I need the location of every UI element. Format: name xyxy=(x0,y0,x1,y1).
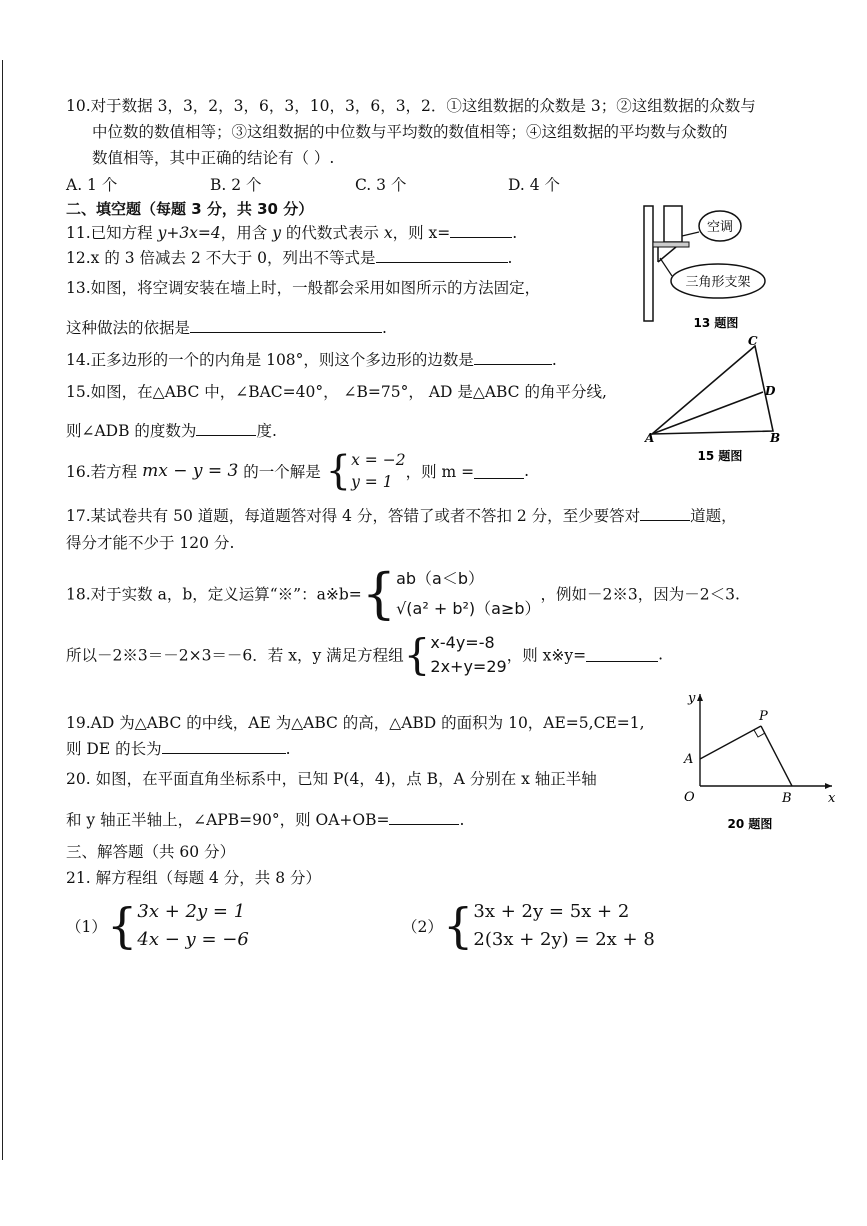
q20-end: . xyxy=(459,811,465,829)
q19-text: 则 DE 的长为 xyxy=(66,740,162,758)
q16-equation: mx − y = 3 xyxy=(142,461,239,481)
q19-end: . xyxy=(285,740,291,758)
q16-mid: 的一个解是 xyxy=(238,463,326,481)
q21-part1 xyxy=(66,898,249,954)
q10-option-b: B. 2 个 xyxy=(210,176,262,194)
q16-answer-blank[interactable] xyxy=(474,464,524,479)
section3-title: 三、解答题（共 60 分） xyxy=(66,843,236,861)
q21-part1-brace: { xyxy=(106,898,138,954)
q18-line2 xyxy=(66,630,663,679)
q13-answer-blank[interactable] xyxy=(190,318,382,333)
q15-end: 度. xyxy=(256,422,277,440)
q15-answer-blank[interactable] xyxy=(196,421,256,436)
q18-answer-blank[interactable] xyxy=(586,647,658,662)
q17-answer-blank[interactable] xyxy=(640,506,690,521)
figure-13 xyxy=(636,198,776,338)
q21-part1-system xyxy=(137,898,248,954)
q10-option-d: D. 4 个 xyxy=(508,176,561,194)
q18-system-brace: { xyxy=(403,630,431,679)
q16-system xyxy=(351,449,405,493)
q11 xyxy=(66,221,517,243)
q18-cases xyxy=(396,564,540,624)
q16-suffix: ，则 m = xyxy=(405,463,475,481)
q21-title: 21. 解方程组（每题 4 分，共 8 分） xyxy=(66,869,322,887)
q14-end: . xyxy=(551,351,557,369)
q10-line1: 10.对于数据 3，3，2，3，6，3，10，3，6，3，2．①这组数据的众数是 3；②这组数据的众数与 xyxy=(66,97,756,115)
q14-text: 14.正多边形的一个的内角是 108°，则这个多边形的边数是 xyxy=(66,351,474,369)
q18-system xyxy=(430,631,506,679)
q16-end: . xyxy=(524,462,530,480)
figure-13-caption: 13 题图 xyxy=(693,316,739,330)
point-c-label: C xyxy=(748,334,758,348)
q10-option-c: C. 3 个 xyxy=(355,176,407,194)
q18-line2-prefix: 所以－2※3＝－2×3＝－6．若 x，y 满足方程组 xyxy=(66,646,404,665)
ac-callout-pointer xyxy=(682,232,699,236)
point-p-label: P xyxy=(759,709,768,724)
q21-part2 xyxy=(402,898,655,954)
q20-answer-blank[interactable] xyxy=(389,810,459,825)
q13-end: . xyxy=(382,319,387,337)
figure-15-caption: 15 题图 xyxy=(697,449,743,463)
q21-part1-label: （1） xyxy=(66,918,107,936)
q21-part2-row2: 2(3x + 2y) = 2x + 8 xyxy=(473,929,655,950)
q11-expr: y+3x=4 xyxy=(157,224,221,242)
segment-ad xyxy=(652,392,763,434)
q20-line2 xyxy=(66,808,464,830)
q20-line1: 20. 如图，在平面直角坐标系中，已知 P(4，4)，点 B，A 分别在 x 轴正半轴 xyxy=(66,770,597,788)
q21-part2-brace: { xyxy=(442,898,474,954)
point-a-label: A xyxy=(645,431,655,445)
q21-part1-row1: 3x + 2y = 1 xyxy=(137,901,246,922)
ac-callout-label: 空调 xyxy=(706,220,734,235)
q12-text: 12.x 的 3 倍减去 2 不大于 0，列出不等式是 xyxy=(66,249,376,267)
q13-line1: 13.如图，将空调安装在墙上时，一般都会采用如图所示的方法固定， xyxy=(66,279,541,297)
section2-title: 二、填空题（每题 3 分，共 30 分） xyxy=(66,200,314,218)
segment-pb xyxy=(761,726,792,786)
q11-text-a: 11.已知方程 xyxy=(66,224,158,242)
q16 xyxy=(66,448,529,494)
q15-line2 xyxy=(66,419,277,441)
q21-part2-label: （2） xyxy=(402,918,443,936)
q12 xyxy=(66,246,512,268)
q16-system-row2: y = 1 xyxy=(351,473,393,491)
q16-brace: { xyxy=(325,448,352,494)
point-b-label: B xyxy=(782,791,792,806)
q11-text-b: ，用含 xyxy=(220,224,273,242)
bracket-callout-label: 三角形支架 xyxy=(685,275,751,290)
q10-line2: 中位数的数值相等；③这组数据的中位数与平均数的数值相等；④这组数据的平均数与众数的 xyxy=(92,123,728,141)
q16-system-row1: x = −2 xyxy=(351,451,406,469)
q13-text: 这种做法的依据是 xyxy=(66,319,191,337)
air-conditioner-unit xyxy=(664,206,682,242)
q14 xyxy=(66,348,557,370)
q11-text-d: ，则 x= xyxy=(392,224,451,242)
q15-text: 则∠ADB 的度数为 xyxy=(66,422,197,440)
q11-answer-blank[interactable] xyxy=(450,223,512,238)
q18-end: . xyxy=(658,645,664,664)
q12-answer-blank[interactable] xyxy=(376,248,508,263)
q18-suffix: ，例如－2※3，因为－2＜3. xyxy=(540,585,740,604)
q11-end: . xyxy=(512,224,518,242)
q12-end: . xyxy=(507,249,513,267)
x-axis-arrow xyxy=(825,783,832,789)
segment-ap xyxy=(700,726,761,759)
point-a-label: A xyxy=(684,752,694,767)
figure-20-caption: 20 题图 xyxy=(727,817,773,831)
wall xyxy=(644,206,653,321)
q18-system-row1: x-4y=-8 xyxy=(430,632,495,652)
figure-15 xyxy=(640,334,790,466)
q19-answer-blank[interactable] xyxy=(162,739,286,754)
q18-brace: { xyxy=(361,562,397,625)
q21-part2-system xyxy=(473,898,654,954)
q18-case1: ab（a＜b） xyxy=(396,568,485,588)
origin-label: O xyxy=(684,790,695,805)
q20-text: 和 y 轴正半轴上，∠APB=90°，则 OA+OB= xyxy=(66,811,390,829)
q18-line1 xyxy=(66,562,740,625)
q16-prefix: 16.若方程 xyxy=(66,463,143,481)
point-d-label: D xyxy=(765,384,776,398)
y-axis-label: y xyxy=(688,691,696,706)
q11-var: y xyxy=(272,224,281,242)
q18-case2: √(a² + b²)（a≥b） xyxy=(396,598,541,618)
q19-line2 xyxy=(66,737,291,759)
triangle-abc xyxy=(652,346,773,434)
q18-system-row2: 2x+y=29 xyxy=(430,656,507,676)
q10-option-a: A. 1 个 xyxy=(66,176,118,194)
q10-line3: 数值相等，其中正确的结论有（ ）. xyxy=(92,149,335,167)
figure-20 xyxy=(672,686,842,836)
q17-text: 17.某试卷共有 50 道题，每道题答对得 4 分，答错了或者不答扣 2 分，至少要答对 xyxy=(66,507,641,525)
q14-answer-blank[interactable] xyxy=(474,350,552,365)
q19-line1: 19.AD 为△ABC 的中线，AE 为△ABC 的高，△ABD 的面积为 10，AE=5,CE=1, xyxy=(66,714,645,732)
x-axis-label: x xyxy=(828,791,836,806)
q18-line2-suffix: ，则 x※y= xyxy=(506,646,587,665)
q13-line2 xyxy=(66,316,387,338)
q17-line2: 得分才能不少于 120 分. xyxy=(66,534,235,552)
q21-part2-row1: 3x + 2y = 5x + 2 xyxy=(473,901,630,922)
q18-prefix: 18.对于实数 a，b，定义运算“※”：a※b= xyxy=(66,585,362,604)
q11-var2: x xyxy=(383,224,393,242)
q15-line1: 15.如图，在△ABC 中，∠BAC=40°， ∠B=75°， AD 是△ABC 的角平分线, xyxy=(66,383,607,401)
point-b-label: B xyxy=(770,431,781,445)
q21-part1-row2: 4x − y = −6 xyxy=(137,929,249,950)
page-margin-line xyxy=(2,60,3,1160)
y-axis-arrow xyxy=(697,694,703,701)
q11-text-c: 的代数式表示 xyxy=(280,224,384,242)
shelf xyxy=(653,242,689,247)
q17-line1-end: 道题， xyxy=(690,507,737,525)
q17-line1 xyxy=(66,504,737,526)
bracket-callout-pointer xyxy=(660,258,672,276)
